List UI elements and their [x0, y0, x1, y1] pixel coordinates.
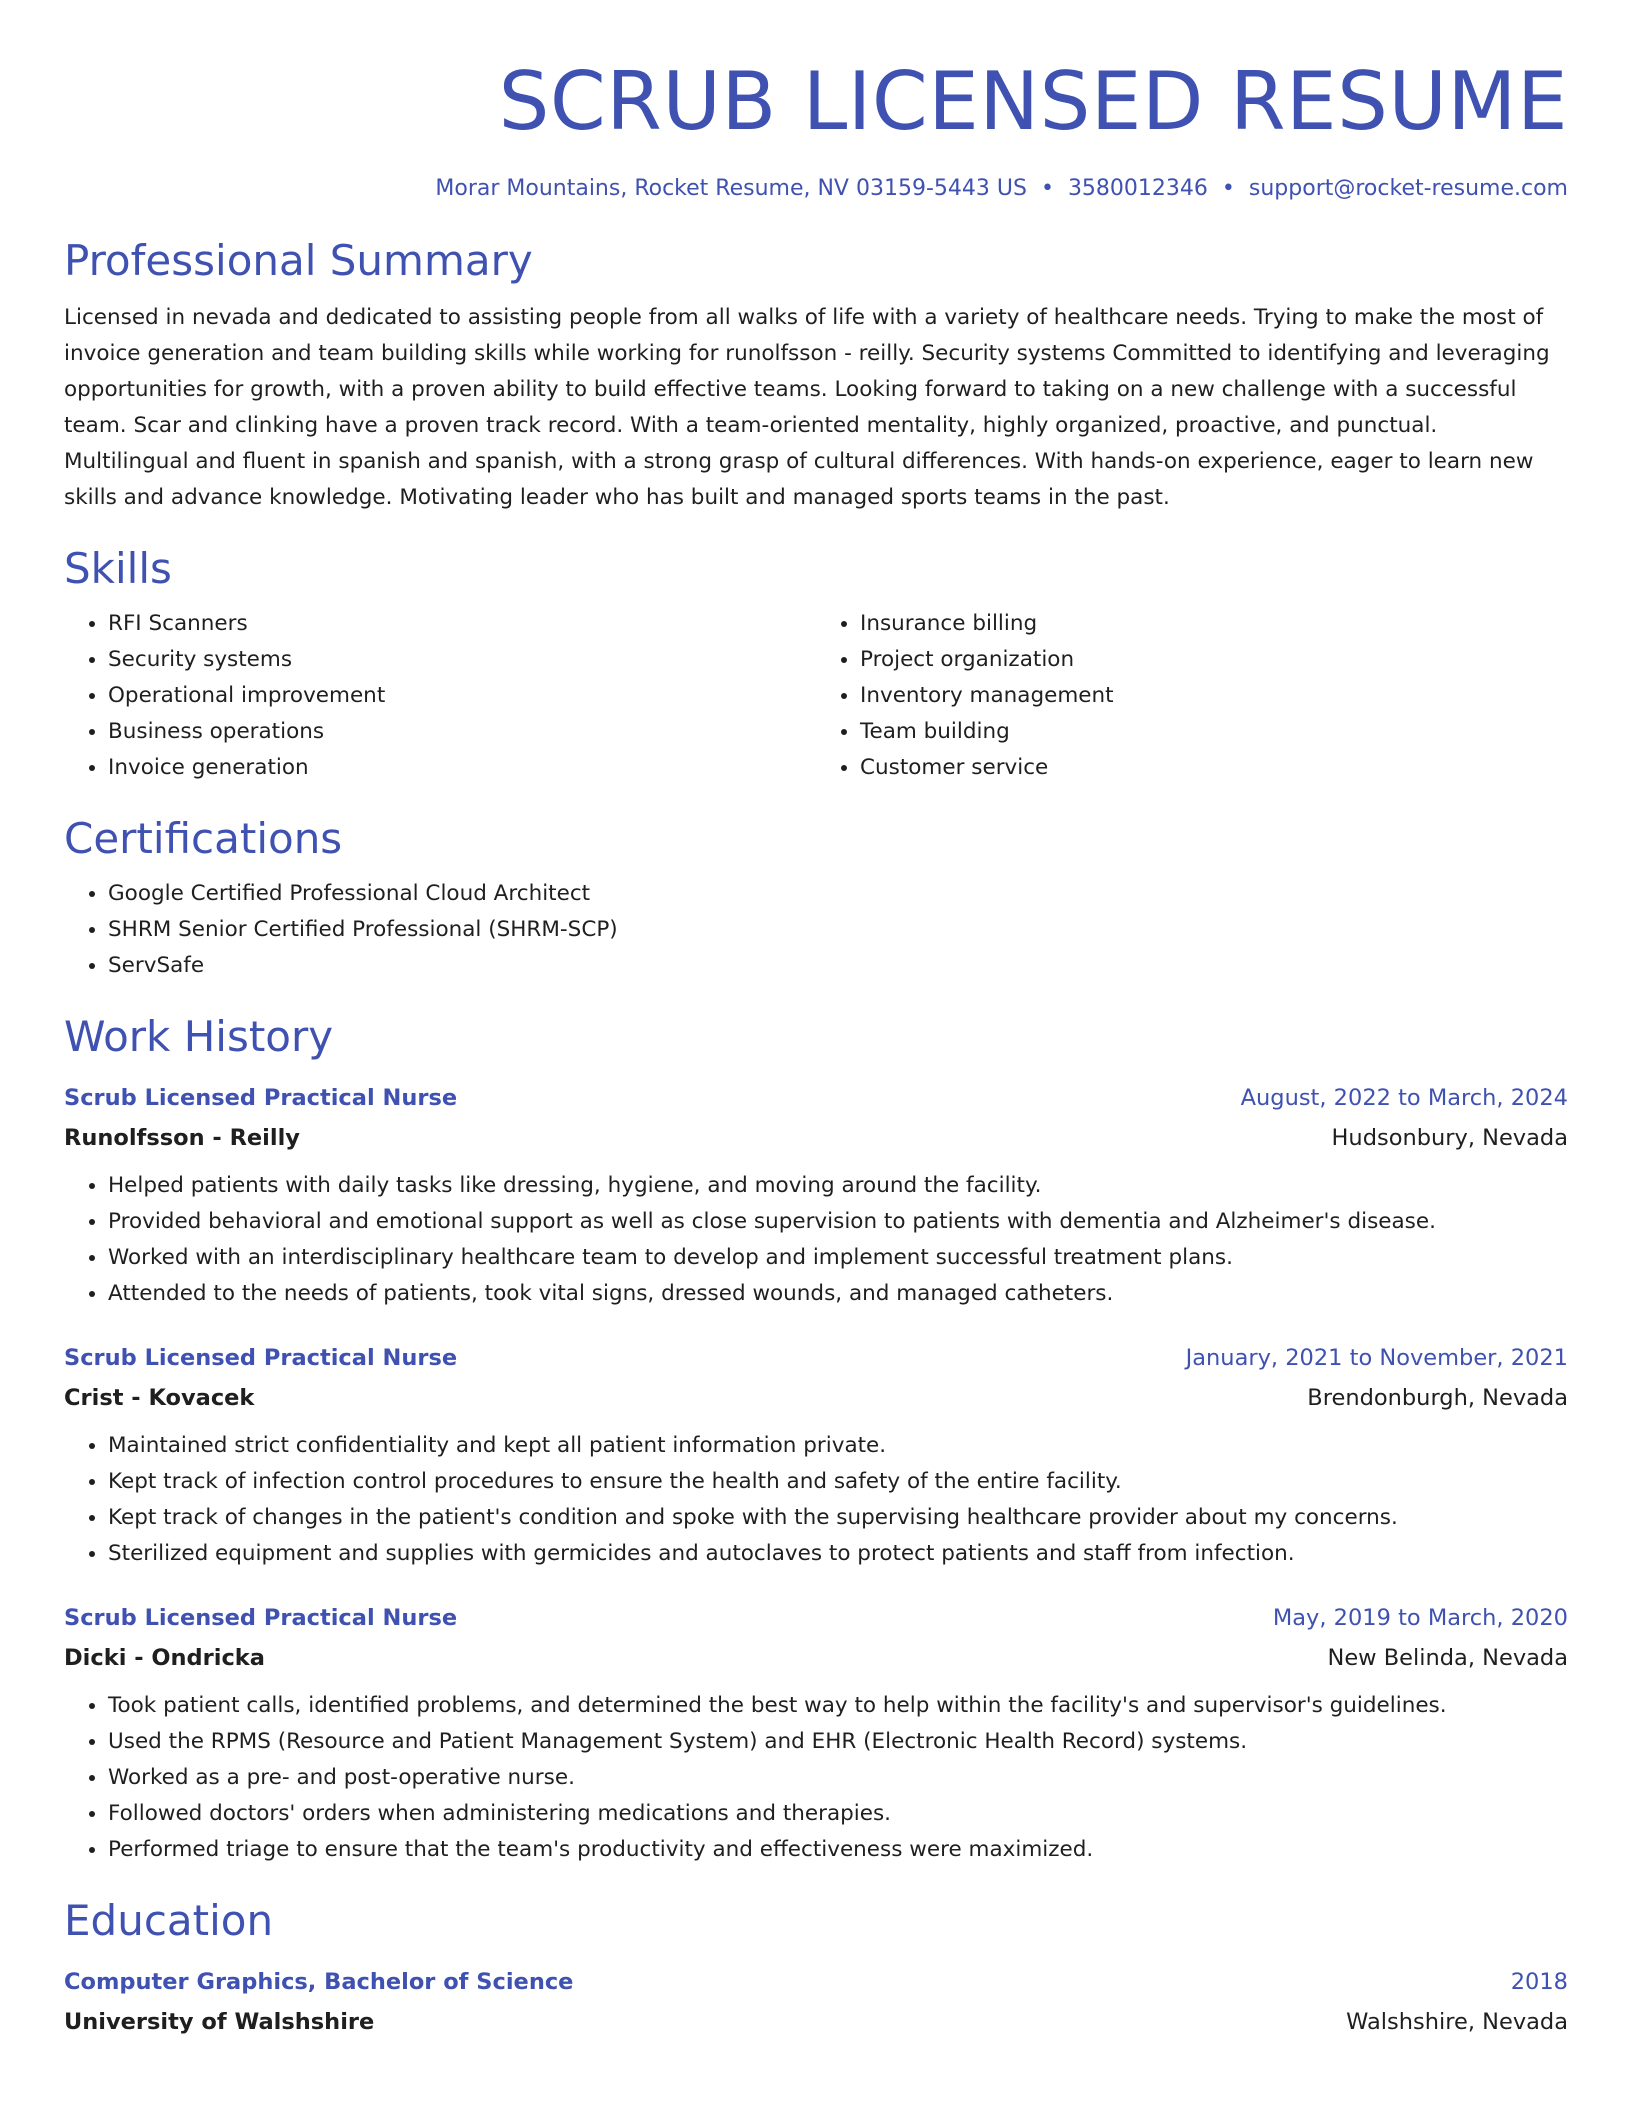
job-company: Dicki - Ondricka [64, 1645, 265, 1671]
skill-item: • Security systems [108, 642, 816, 678]
certifications-list [64, 876, 1568, 984]
contact-separator: • [1221, 176, 1235, 201]
job-bullet: • Attended to the needs of patients, took vital signs, dressed wounds, and managed catheters. [108, 1276, 1568, 1312]
skill-item: • Project organization [860, 642, 1568, 678]
skill-item: • RFI Scanners [108, 606, 816, 642]
skill-item: • Inventory management [860, 678, 1568, 714]
job-entry [64, 1338, 1568, 1572]
job-bullet: • Maintained strict confidentiality and kept all patient information private. [108, 1428, 1568, 1464]
job-dates: August, 2022 to March, 2024 [1240, 1085, 1568, 1111]
contact-address: Morar Mountains, Rocket Resume, NV 03159-5443 US [435, 176, 1027, 201]
job-company: Crist - Kovacek [64, 1385, 255, 1411]
resume-name: SCRUB LICENSED RESUME [498, 55, 1568, 148]
job-bullet: • Kept track of changes in the patient's condition and spoke with the supervising healthcare provider about my concerns. [108, 1500, 1568, 1536]
job-bullet: • Sterilized equipment and supplies with germicides and autoclaves to protect patients and staff from infection. [108, 1536, 1568, 1572]
job-location: New Belinda, Nevada [1327, 1645, 1568, 1671]
job-bullets [64, 1688, 1568, 1868]
job-title: Scrub Licensed Practical Nurse [64, 1605, 458, 1631]
job-entry [64, 1078, 1568, 1312]
job-bullet: • Worked as a pre- and post-operative nurse. [108, 1760, 1568, 1796]
job-header-row [64, 1338, 1568, 1378]
education-header-row [64, 1962, 1568, 2002]
skill-item: • Insurance billing [860, 606, 1568, 642]
skills-columns [64, 606, 1568, 786]
job-bullet: • Followed doctors' orders when administering medications and therapies. [108, 1796, 1568, 1832]
education-heading: Education [64, 1896, 274, 1945]
job-bullet: • Worked with an interdisciplinary healthcare team to develop and implement successful treatment plans. [108, 1240, 1568, 1276]
contact-separator: • [1040, 176, 1054, 201]
job-entry [64, 1598, 1568, 1868]
work-history-heading: Work History [64, 1012, 334, 1061]
education-school: University of Walshshire [64, 2009, 375, 2035]
skill-item: • Team building [860, 714, 1568, 750]
skills-list-left [64, 606, 816, 786]
job-location: Hudsonbury, Nevada [1331, 1125, 1568, 1151]
certification-item: • Google Certified Professional Cloud Architect [108, 876, 1568, 912]
contact-phone: 3580012346 [1067, 176, 1208, 201]
skills-heading: Skills [64, 544, 172, 593]
skills-list-right [816, 606, 1568, 786]
job-bullet: • Kept track of infection control procedures to ensure the health and safety of the entire facility. [108, 1464, 1568, 1500]
job-dates: May, 2019 to March, 2020 [1272, 1605, 1568, 1631]
contact-line [64, 174, 1568, 204]
job-title: Scrub Licensed Practical Nurse [64, 1345, 458, 1371]
certifications-heading: Certifications [64, 814, 343, 863]
job-bullets [64, 1168, 1568, 1312]
job-bullet: • Helped patients with daily tasks like dressing, hygiene, and moving around the facility. [108, 1168, 1568, 1204]
education-year: 2018 [1510, 1969, 1568, 1995]
certification-item: • SHRM Senior Certified Professional (SHRM-SCP) [108, 912, 1568, 948]
skill-item: • Invoice generation [108, 750, 816, 786]
job-bullet: • Used the RPMS (Resource and Patient Management System) and EHR (Electronic Health Record) systems. [108, 1724, 1568, 1760]
education-entry [64, 1962, 1568, 2042]
job-company-row [64, 1638, 1568, 1678]
job-bullet: • Performed triage to ensure that the team's productivity and effectiveness were maximized. [108, 1832, 1568, 1868]
summary-text: Licensed in nevada and dedicated to assisting people from all walks of life with a variety of healthcare needs. Trying to make the most of invoice generation and team building skills while working for runolfsson - reilly. Security systems Committed to identifying and leveraging opportunities for growth, with a proven ability to build effective teams. Looking forward to taking on a new challenge with a successful team. Scar and clinking have a proven track record. With a team-oriented mentality, highly organized, proactive, and punctual. Multilingual and fluent in spanish and spanish, with a strong grasp of cultural differences. With hands-on experience, eager to learn new skills and advance knowledge. Motivating leader who has built and managed sports teams in the past. [64, 305, 1550, 510]
certification-item: • ServSafe [108, 948, 1568, 984]
education-degree: Computer Graphics, Bachelor of Science [64, 1969, 574, 1995]
contact-email: support@rocket-resume.com [1248, 176, 1568, 201]
job-header-row [64, 1598, 1568, 1638]
job-dates: January, 2021 to November, 2021 [1185, 1345, 1568, 1371]
job-bullet: • Took patient calls, identified problems, and determined the best way to help within the facility's and supervisor's guidelines. [108, 1688, 1568, 1724]
job-location: Brendonburgh, Nevada [1307, 1385, 1568, 1411]
skill-item: • Operational improvement [108, 678, 816, 714]
education-school-row [64, 2002, 1568, 2042]
job-company: Runolfsson - Reilly [64, 1125, 300, 1151]
job-bullets [64, 1428, 1568, 1572]
skill-item: • Business operations [108, 714, 816, 750]
summary-heading: Professional Summary [64, 236, 533, 285]
skill-item: • Customer service [860, 750, 1568, 786]
job-header-row [64, 1078, 1568, 1118]
job-company-row [64, 1378, 1568, 1418]
resume-page [64, 0, 1568, 2042]
education-location: Walshshire, Nevada [1346, 2009, 1568, 2035]
job-bullet: • Provided behavioral and emotional support as well as close supervision to patients with dementia and Alzheimer's disease. [108, 1204, 1568, 1240]
job-title: Scrub Licensed Practical Nurse [64, 1085, 458, 1111]
job-company-row [64, 1118, 1568, 1158]
